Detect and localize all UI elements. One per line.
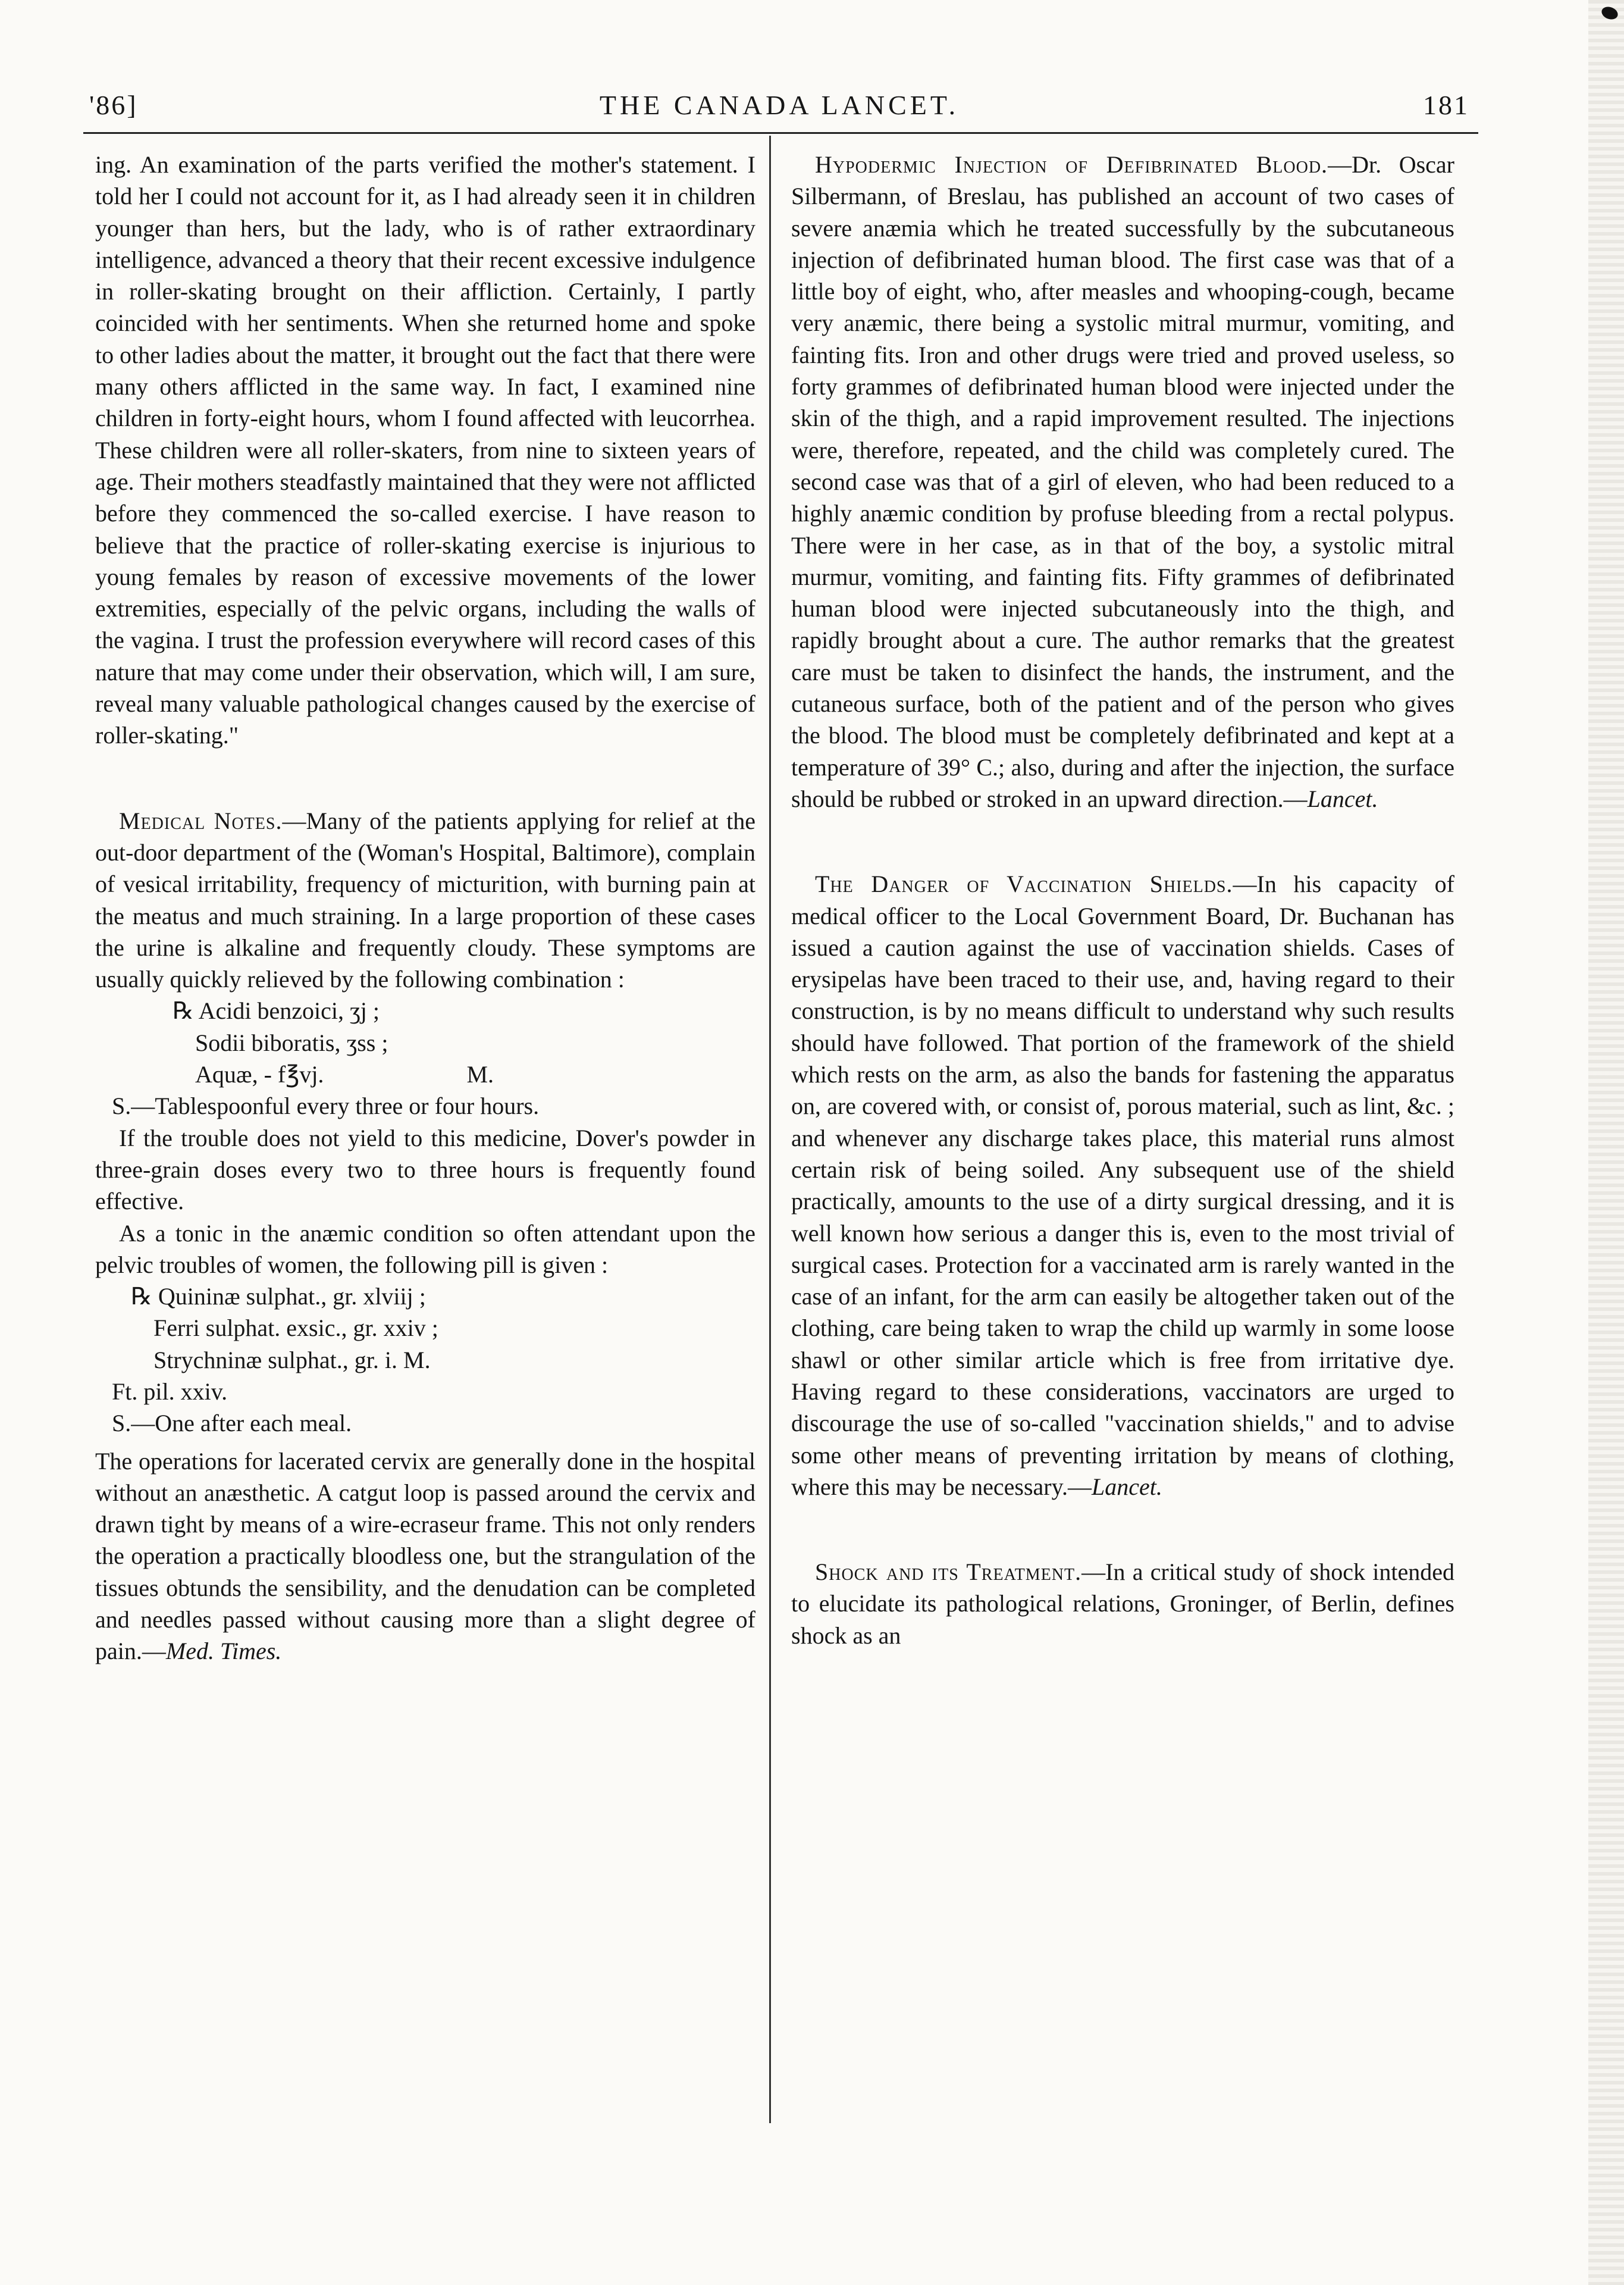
article-body: —In a critical study of shock intended to elucidate its pathological relations, Groninger, of Berlin, defines shock as an	[791, 1558, 1455, 1649]
section-gap	[791, 1503, 1454, 1556]
article-vaccination-shields	[791, 868, 1454, 1503]
paragraph-text: The operations for lacerated cervix are generally done in the hospital without an anæsthetic. A catgut loop is passed around the cervix and drawn tight by means of a wire-ecraseur frame. This not only renders the operation a practically bloodless one, but the strangulation of the tissues obtunds the sensibility, and the denudation can be completed and needles passed without causing more than a slight degree of pain.—	[95, 1447, 755, 1665]
journal-title: THE CANADA LANCET.	[599, 90, 960, 120]
article-defibrinated-blood	[791, 149, 1454, 815]
page-number: 181	[1423, 90, 1469, 120]
article-heading: The Danger of Vaccination Shields.	[815, 871, 1233, 898]
article-heading: Shock and its Treatment.	[815, 1558, 1082, 1586]
rx2-line: ℞ Quininæ sulphat., gr. xlviij ;	[131, 1283, 426, 1310]
section-gap	[791, 815, 1454, 868]
rx2-signature: S.—One after each meal.	[112, 1410, 352, 1437]
medical-notes-intro: —Many of the patients applying for relief at the out-door department of the (Woman's Hospital, Baltimore), complain of vesical irritability, frequency of micturition, with burning pain at the meatus and much straining. In a large proportion of these cases the urine is alkaline and frequently cloudy. These symptoms are usually quickly relieved by the following combination :	[95, 807, 755, 993]
rx1-line: Sodii biboratis, ʒss ;	[195, 1029, 388, 1056]
rx2-ft: Ft. pil. xxiv.	[112, 1378, 228, 1405]
right-column	[791, 149, 1454, 1651]
paragraph	[95, 1445, 755, 1667]
source-citation: Lancet.	[1092, 1473, 1162, 1500]
section-gap	[95, 752, 755, 805]
rx1-misce: M.	[466, 1061, 494, 1088]
article-heading: Hypodermic Injection of Defibrinated Blood.	[815, 151, 1328, 178]
article-shock	[791, 1556, 1454, 1651]
header-year: '86]	[89, 90, 138, 120]
rx2-line: Ferri sulphat. exsic., gr. xxiv ;	[153, 1314, 438, 1342]
rx2-line: Strychninæ sulphat., gr. i. M.	[153, 1346, 431, 1373]
source-citation: Lancet.	[1307, 785, 1378, 812]
prescription-1	[95, 995, 755, 1122]
header-rule	[83, 132, 1478, 134]
rx1-line: Aquæ, - f℥vj.	[195, 1061, 324, 1088]
continued-paragraph: ing. An examination of the parts verified the mother's statement. I told her I could not account for it, as I had already seen it in children younger than hers, but the lady, who is of rather extraordinary intelligence, advanced a theory that their recent excessive indulgence in roller-skating brought on their affliction. Certainly, I partly coincided with her sentiments. When she returned home and spoke to other ladies about the matter, it brought out the fact that there were many others afflicted in the same way. In fact, I examined nine children in forty-eight hours, whom I found affected with leucorrhea. These children were all roller-skaters, from nine to sixteen years of age. Their mothers steadfastly maintained that they were not afflicted before they commenced the so-called exercise. I have reason to believe that the practice of roller-skating exercise is injurious to young females by reason of excessive movements of the lower extremities, especially of the pelvic organs, including the walls of the vagina. I trust the profession everywhere will record cases of this nature that may come under their observation, which will, I am sure, reveal many valuable pathological changes caused by the exercise of roller-skating."	[95, 151, 755, 749]
running-header	[89, 89, 1469, 131]
prescription-2	[95, 1281, 755, 1439]
article-body: —In his capacity of medical officer to the Local Government Board, Dr. Buchanan has issued a caution against the use of vaccination shields. Cases of erysipelas have been traced to their use, and, having regard to their construction, is by no means difficult to understand why such results should have followed. That portion of the framework of the shield which rests on the arm, as also the bands for fastening the apparatus on, are covered with, or consist of, porous material, such as lint, &c. ; and whenever any discharge takes place, this material runs almost certain risk of being soiled. Any subsequent use of the shield practically, amounts to the use of a dirty surgical dressing, and it is well known how serious a danger this is, even to the most trivial of surgical cases. Protection for a vaccinated arm is rarely wanted in the case of an infant, for the arm can easily be altogether taken out of the clothing, care being taken to wrap the child up warmly in some loose shawl or other similar article which is free from irritative dye. Having regard to these considerations, vaccinators are urged to discourage the use of so-called "vaccination shields," and to advise some other means of preventing irritation by means of clothing, where this may be necessary.—	[791, 871, 1455, 1500]
paragraph: If the trouble does not yield to this medicine, Dover's powder in three-grain doses every two to three hours is frequently found effective.	[95, 1124, 755, 1215]
column-divider	[769, 136, 771, 2123]
rx1-signature: S.—Tablespoonful every three or four hours.	[112, 1093, 540, 1120]
paragraph: As a tonic in the anæmic condition so often attendant upon the pelvic troubles of women, the following pill is given :	[95, 1219, 755, 1278]
left-column	[95, 149, 755, 1667]
medical-notes-heading: Medical Notes.	[119, 807, 283, 834]
medical-notes-paragraph	[95, 805, 755, 996]
rx1-line: ℞ Acidi benzoici, ʒj ;	[173, 997, 380, 1025]
article-body: —Dr. Oscar Silbermann, of Breslau, has published an account of two cases of severe anæmia which he treated successfully by the subcutaneous injection of defibrinated human blood. The first case was that of a little boy of eight, who, after measles and whooping-cough, became very anæmic, there being a systolic mitral murmur, vomiting, and fainting fits. Iron and other drugs were tried and proved useless, so forty grammes of defibrinated human blood were injected under the skin of the thigh, and a rapid improvement resulted. The injections were, therefore, repeated, and the child was completely cured. The second case was that of a girl of eleven, who had been reduced to a highly anæmic condition by profuse bleeding from a rectal polypus. There were in her case, as in that of the boy, a systolic mitral murmur, vomiting, and fainting fits. Fifty grammes of defibrinated human blood were injected subcutaneously into the thigh, and rapidly brought about a cure. The author remarks that the greatest care must be taken to disinfect the hands, the instrument, and the cutaneous surface, both of the patient and of the person who gives the blood. The blood must be completely defibrinated and kept at a temperature of 39° C.; also, during and after the injection, the surface should be rubbed or stroked in an upward direction.—	[791, 151, 1454, 812]
source-citation: Med. Times.	[165, 1638, 282, 1665]
rx1-line-last	[95, 1059, 755, 1090]
scan-edge-artifact	[1588, 0, 1624, 2285]
